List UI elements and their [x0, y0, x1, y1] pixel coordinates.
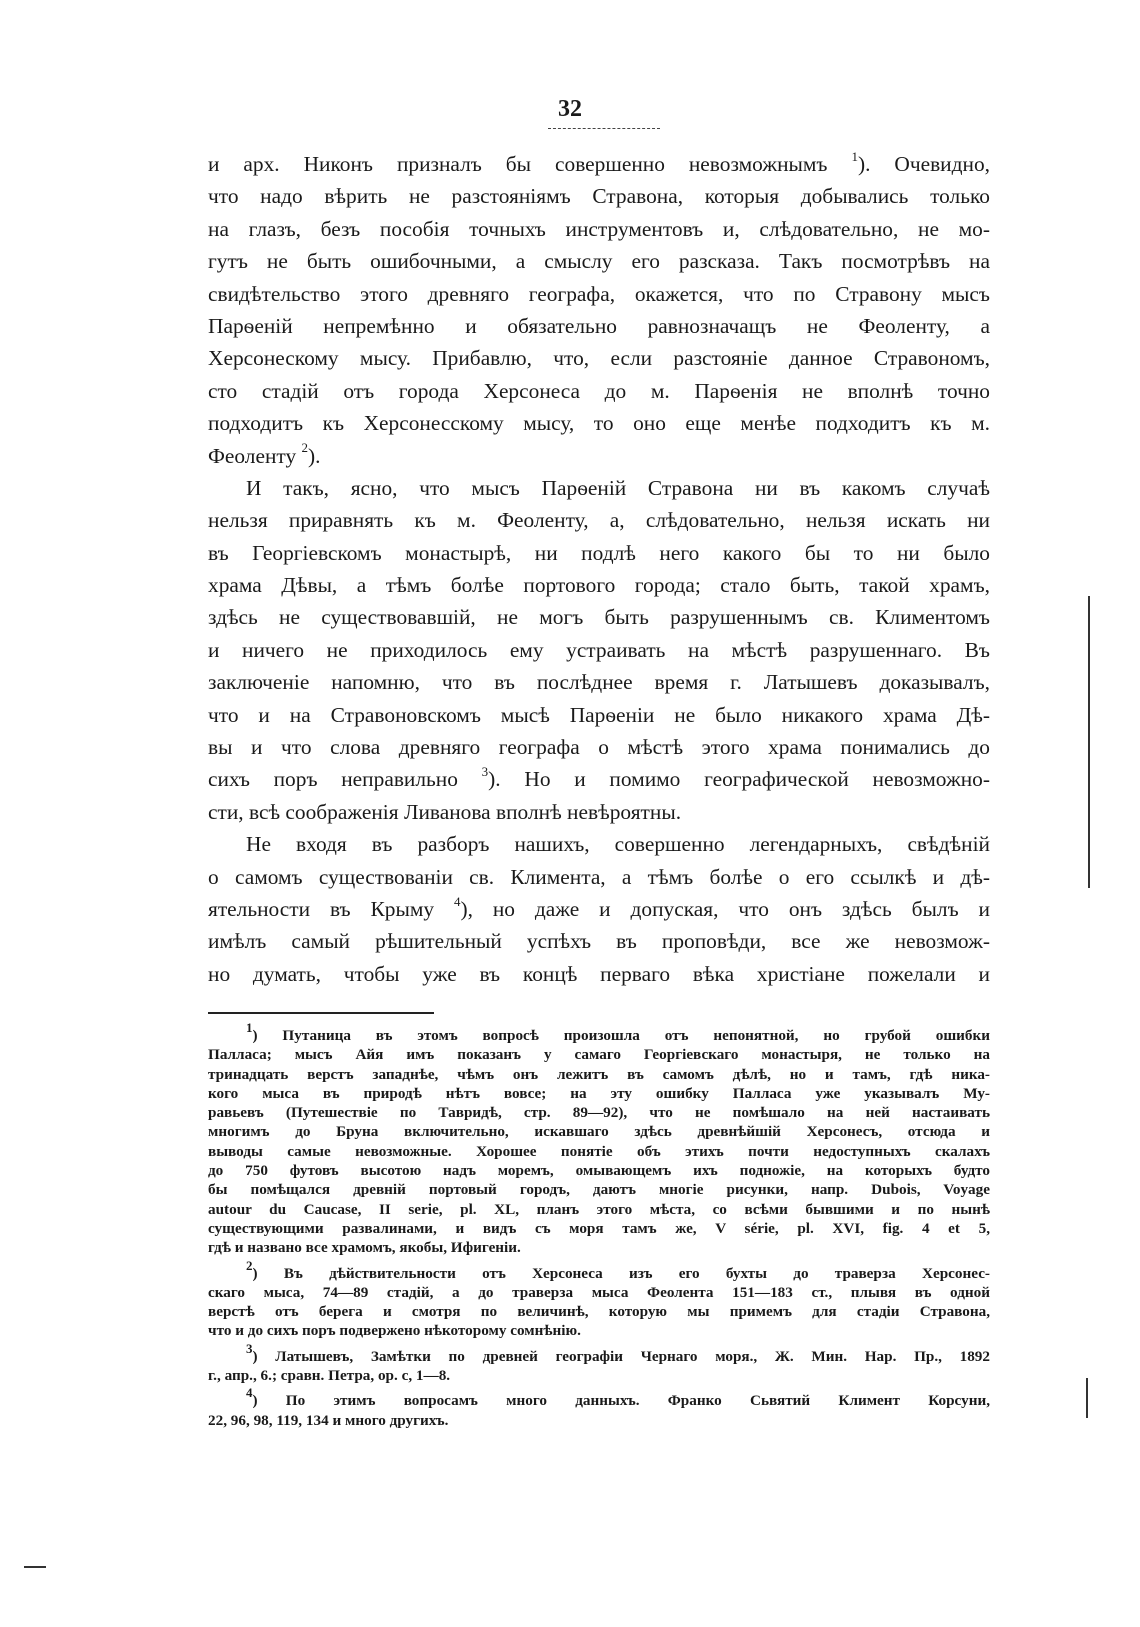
scan-mark-bottom-left [24, 1566, 46, 1568]
footnote-line: тринадцать верстъ западнѣе, чѣмъ онъ лежитъ въ самомъ дѣлѣ, но и тамъ, гдѣ ника- [208, 1065, 990, 1083]
footnote-line: многимъ до Бруна включительно, искавшаго здѣсь древнѣйшій Херсонесъ, отсюда и [208, 1123, 990, 1141]
text-line: Парѳеній непремѣнно и обязательно равнозначащъ не Феоленту, а [208, 313, 990, 338]
text-line: ятельности въ Крыму $^4$), но даже и допуская, что онъ здѣсь былъ и [208, 893, 990, 921]
text-line: сти, всѣ соображенія Ливанова вполнѣ невѣроятны. [208, 799, 682, 824]
footnote-separator [208, 1012, 434, 1014]
text-line: что надо вѣрить не разстояніямъ Стравона, которыя добывались только [208, 184, 990, 209]
footnote-line: $^2$) Въ дѣйствительности отъ Херсонеса изъ его бухты до траверза Херсонес- [246, 1257, 990, 1282]
text-line: гутъ не быть ошибочными, а смыслу его разсказа. Такъ посмотрѣвъ на [208, 249, 990, 274]
text-line: Херсонескому мысу. Прибавлю, что, если разстояніе данное Стравономъ, [208, 346, 990, 371]
text-line: на глазъ, безъ пособія точныхъ инструментовъ и, слѣдовательно, не мо- [208, 216, 990, 241]
text-line: Феоленту $^2$). [208, 440, 321, 468]
text-line: подходитъ къ Херсонесскому мысу, то оно еще менѣе подходитъ къ м. [208, 411, 990, 436]
text-line: и ничего не приходилось ему устраивать на мѣстѣ разрушеннаго. Въ [208, 637, 990, 662]
text-line: что и на Стравоновскомъ мысѣ Парѳеніи не было никакого храма Дѣ- [208, 702, 990, 727]
footnote-line: что и до сихъ поръ подвержено нѣкоторому сомнѣнію. [208, 1322, 581, 1340]
page-number-rule [548, 128, 660, 129]
text-line: свидѣтельство этого древняго географа, окажется, что по Стравону мысъ [208, 281, 990, 306]
page-number: 32 [558, 96, 582, 122]
text-line: въ Георгіевскомъ монастырѣ, ни подлѣ него какого бы то ни было [208, 540, 990, 565]
footnote-3 [208, 1340, 990, 1386]
footnote-line: кого мыса въ природѣ нѣтъ вовсе; на эту ошибку Палласа уже указывалъ Му- [208, 1084, 990, 1102]
footnote-line: существующими развалинами, и видъ съ моря тамъ же, V série, pl. XVI, fig. 4 et 5, [208, 1219, 990, 1237]
text-line: о самомъ существованіи св. Климента, а тѣмъ болѣе о его ссылкѣ и дѣ- [208, 864, 990, 889]
footnote-line: $^4$) По этимъ вопросамъ много данныхъ. Франко Сьвятий Климент Корсуни, [246, 1385, 990, 1410]
text-line: имѣлъ самый рѣшительный успѣхъ въ проповѣди, все же невозмож- [208, 929, 990, 954]
footnote-line: выводы самые невозможные. Хорошее понятіе объ этихъ почти недоступныхъ скалахъ [208, 1142, 990, 1160]
footnote-2 [208, 1257, 990, 1341]
footnote-line: скаго мыса, 74—89 стадій, а до траверза мыса Феолента 151—183 ст., плывя въ одной [208, 1283, 990, 1301]
main-text-body [208, 148, 990, 990]
text-line: здѣсь не существовавшій, не могъ быть разрушеннымъ св. Климентомъ [208, 605, 990, 630]
footnote-line: до 750 футовъ высотою надъ моремъ, омывающемъ ихъ подножіе, на которыхъ будто [208, 1162, 990, 1180]
text-line: нельзя приравнять къ м. Феоленту, а, слѣдовательно, нельзя искать ни [208, 508, 990, 533]
footnote-line: г., апр., 6.; сравн. Петра, ор. с, 1—8. [208, 1367, 451, 1385]
text-line: И такъ, ясно, что мысъ Парѳеній Стравона ни въ какомъ случаѣ [246, 475, 990, 500]
footnote-line: Палласа; мысъ Айя имъ показанъ у самаго Георгіевскаго монастыря, не только на [208, 1046, 990, 1064]
scan-mark-bottom-right [1086, 1378, 1088, 1418]
footnote-line: равьевъ (Путешествіе по Тавридѣ, стр. 89—92), что не помѣшало на ней настаивать [208, 1104, 990, 1122]
footnote-4 [208, 1385, 990, 1430]
footnote-line: гдѣ и названо все храмомъ, якобы, Ифигеніи. [208, 1239, 521, 1257]
text-line: и арх. Никонъ призналъ бы совершенно невозможнымъ $^1$). Очевидно, [208, 148, 990, 176]
text-line: но думать, чтобы уже въ концѣ перваго вѣка христіане пожелали и [208, 961, 990, 986]
footnote-line: $^1$) Путаница въ этомъ вопросѣ произошла отъ непонятной, но грубой ошибки [246, 1019, 990, 1044]
text-line: вы и что слова древняго географа о мѣстѣ этого храма понимались до [208, 735, 990, 760]
text-line: сихъ поръ неправильно $^3$). Но и помимо географической невозможно- [208, 764, 990, 792]
text-line: храма Дѣвы, а тѣмъ болѣе портового города; стало быть, такой храмъ, [208, 573, 990, 598]
footnote-1 [208, 1019, 990, 1258]
footnote-line: autour du Caucase, II serie, pl. XL, планъ этого мѣста, со всѣми бывшими и по нынѣ [208, 1200, 990, 1218]
footnote-line: $^3$) Латышевъ, Замѣтки по древней географіи Чернаго моря., Ж. Мин. Нар. Пр., 1892 [246, 1340, 990, 1365]
scan-mark-right-margin [1088, 596, 1090, 888]
text-line: Не входя въ разборъ нашихъ, совершенно легендарныхъ, свѣдѣній [246, 832, 990, 857]
footnotes-block [208, 1019, 990, 1430]
text-line: заключеніе напомню, что въ послѣднее время г. Латышевъ доказывалъ, [208, 670, 990, 695]
footnote-line: верстѣ отъ берега и смотря по величинѣ, которую мы примемъ для стадіи Стравона, [208, 1303, 990, 1321]
text-line: сто стадій отъ города Херсонеса до м. Парѳенія не вполнѣ точно [208, 378, 990, 403]
footnote-line: 22, 96, 98, 119, 134 и много другихъ. [208, 1411, 449, 1429]
footnote-line: бы помѣщался древній портовый городъ, даютъ многіе рисунки, напр. Dubois, Voyage [208, 1181, 990, 1199]
